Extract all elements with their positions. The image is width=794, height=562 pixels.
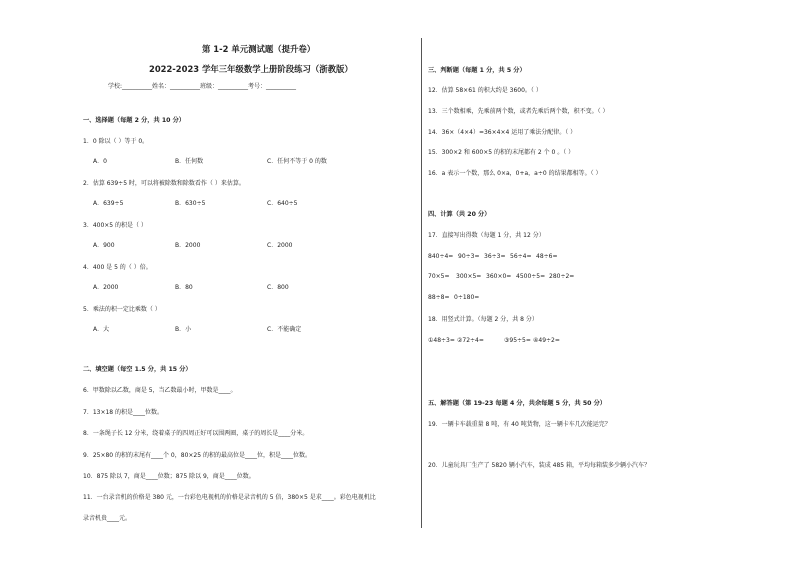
question-13: 13．三个数相乘，先乘前两个数，或者先乘后两个数，积不变。（ ）	[428, 108, 609, 115]
question-14: 14．36×（4×4）=36×4×4 运用了乘法分配律。（ ）	[428, 129, 577, 136]
question-10: 10．875 除以 7，商是____位数；875 除以 9，商是____位数。	[83, 473, 255, 480]
question-12: 12．估算 58×61 的积大约是 3600。（ ）	[428, 87, 542, 94]
q2-option-a: A．639÷5	[93, 200, 124, 207]
question-9: 9．25×80 的积的末尾有____个 0，80×25 的积的最高位是____位，积是____位数。	[83, 452, 311, 459]
question-11-line1: 11．一台录音机的价格是 380 元，一台彩色电视机的价格是录音机的 5 倍，380×5 是求____。彩色电视机比	[83, 494, 376, 501]
worksheet-subtitle: 2022-2023 学年三年级数学上册阶段练习（浙教版）	[149, 64, 353, 74]
question-11-line2: 录音机贵____元。	[83, 515, 132, 522]
q5-option-c: C．不能确定	[267, 326, 302, 333]
question-5: 5．乘法的积一定比乘数（ ）	[83, 306, 161, 313]
q2-option-b: B．630÷5	[175, 200, 206, 207]
section-solve-heading: 五、解答题（第 19-23 每题 4 分，共余每题 5 分，共 50 分）	[428, 400, 606, 407]
q1-option-a: A．0	[93, 158, 107, 165]
calc-item: 0÷180=	[454, 294, 480, 301]
calc-item: 88÷8=	[428, 294, 450, 301]
question-8: 8．一条绳子长 12 分米，绕着桌子的四周正好可以围两圈，桌子的周长是____分米。	[83, 430, 309, 437]
q2-option-c: C．640÷5	[267, 200, 298, 207]
question-2: 2．估算 639÷5 时，可以将被除数和除数看作（ ）来估算。	[83, 180, 245, 187]
question-7: 7．13×18 的积是____位数。	[83, 409, 164, 416]
calc-item: 280÷2=	[549, 273, 575, 280]
question-6: 6．甲数除以乙数，商是 5，当乙数最小时，甲数是____。	[83, 387, 237, 394]
calc-item: 56÷4=	[510, 253, 532, 260]
q5-option-a: A．大	[93, 326, 110, 333]
section-choice-heading: 一、选择题（每题 2 分，共 10 分）	[83, 117, 185, 124]
question-3: 3．400×5 的积是（ ）	[83, 222, 147, 229]
calc-item: 4500÷5=	[516, 273, 546, 280]
q5-option-b: B．小	[175, 326, 192, 333]
question-4: 4．400 是 5 的（ ）倍。	[83, 264, 152, 271]
q4-option-b: B．80	[175, 284, 193, 291]
vertical-item: ②72÷4=	[457, 337, 484, 344]
calc-item: 48÷6=	[536, 253, 558, 260]
q3-option-b: B．2000	[175, 242, 201, 249]
calc-item: 36÷3=	[484, 253, 506, 260]
student-info-line: 学校:__________姓名：__________班级：__________考号：__________	[108, 83, 297, 90]
q3-option-a: A．900	[93, 242, 115, 249]
calc-item: 360×0=	[486, 273, 512, 280]
question-15: 15．300×2 和 600×5 的积的末尾都有 2 个 0 。（ ）	[428, 149, 575, 156]
section-fill-heading: 二、填空题（每空 1.5 分，共 15 分）	[83, 366, 192, 373]
column-divider	[421, 38, 422, 528]
section-judge-heading: 三、判断题（每题 1 分，共 5 分）	[428, 67, 526, 74]
q4-option-a: A．2000	[93, 284, 119, 291]
question-20: 20．儿童玩具厂生产了 5820 辆小汽车，装成 485 箱，平均每箱装多少辆小汽车？	[428, 462, 650, 469]
vertical-item: ③95÷5=	[504, 337, 531, 344]
calc-item: 300×5=	[456, 273, 482, 280]
q1-option-b: B．任何数	[175, 158, 204, 165]
q3-option-c: C．2000	[267, 242, 293, 249]
question-19: 19．一辆卡车载重量 8 吨，有 40 吨货物，这一辆卡车几次能运完？	[428, 421, 611, 428]
question-17: 17．直接写出得数（每题 1 分，共 12 分）	[428, 232, 545, 239]
vertical-item: ④49÷2=	[533, 337, 560, 344]
question-16: 16．a 表示一个数，那么 0×a，0+a，a÷0 的结果都相等。（ ）	[428, 170, 602, 177]
calc-item: 70×5=	[428, 273, 450, 280]
question-18: 18．用竖式计算。（每题 2 分，共 8 分）	[428, 316, 538, 323]
q4-option-c: C．800	[267, 284, 289, 291]
calc-item: 90÷3=	[458, 253, 480, 260]
vertical-item: ①48÷3=	[428, 337, 455, 344]
worksheet-title: 第 1-2 单元测试题（提升卷）	[202, 44, 316, 54]
q1-option-c: C．任何不等于 0 的数	[267, 158, 327, 165]
section-calc-heading: 四、计算（共 20 分）	[428, 211, 491, 218]
question-1: 1．0 除以（ ）等于 0。	[83, 138, 149, 145]
calc-item: 840÷4=	[428, 253, 454, 260]
